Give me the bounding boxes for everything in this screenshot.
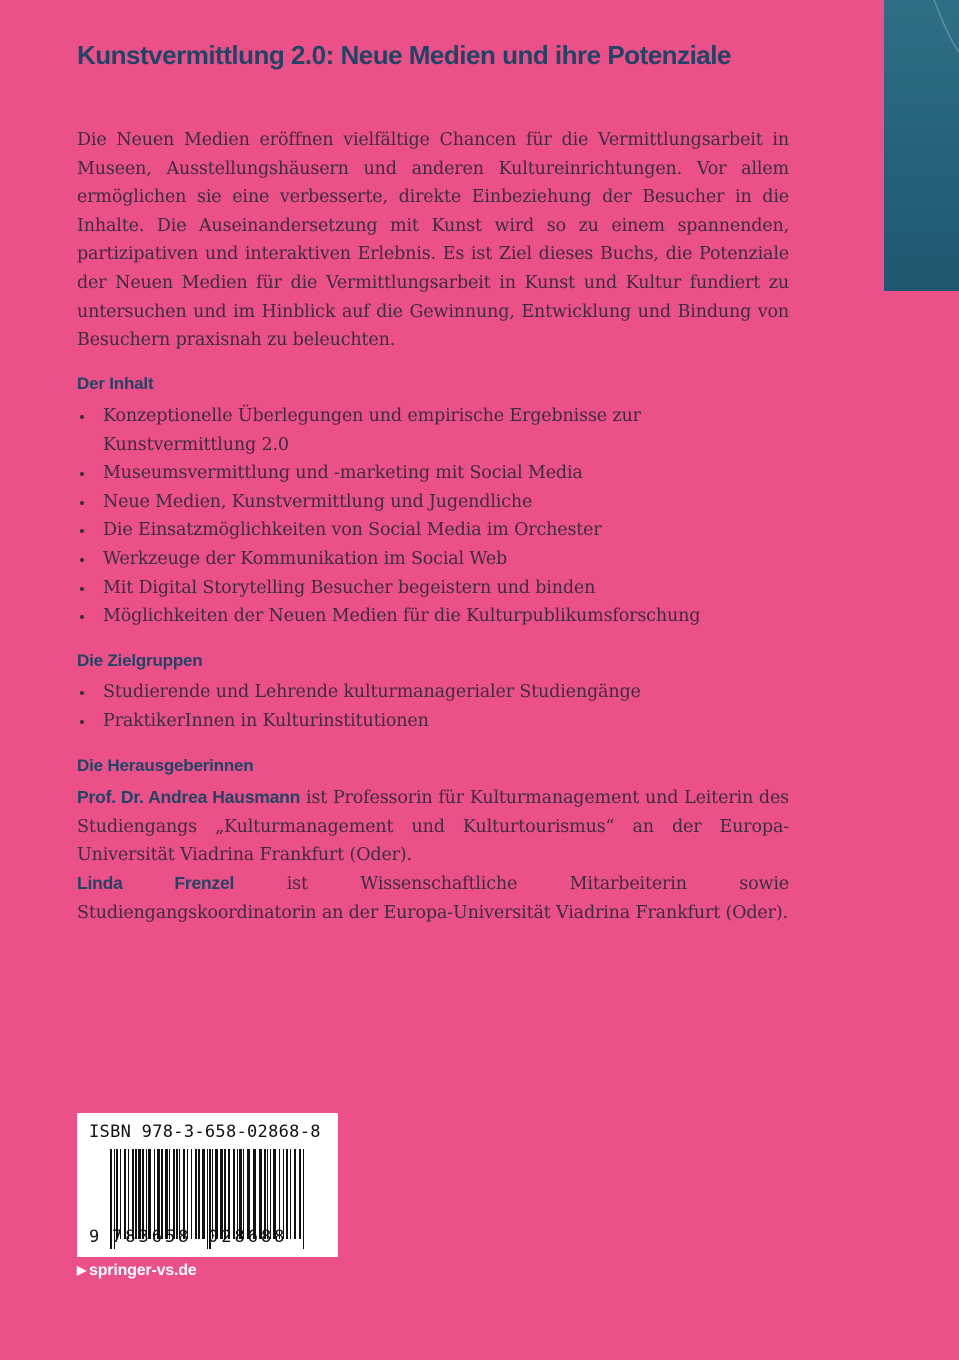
barcode-bar — [154, 1149, 155, 1239]
editor-bio-hausmann — [77, 783, 789, 870]
barcode-bar — [138, 1149, 141, 1239]
barcode-bar — [270, 1149, 271, 1239]
barcode-bar — [283, 1149, 284, 1239]
page-title: Kunstvermittlung 2.0: Neue Medien und ihre Potenziale — [77, 40, 731, 70]
barcode-bar — [142, 1149, 144, 1239]
barcode-bar — [135, 1149, 137, 1239]
barcode-bar — [183, 1149, 185, 1239]
barcode-bar — [239, 1149, 242, 1239]
contents-list — [77, 402, 789, 631]
barcode-bar — [290, 1149, 291, 1239]
barcode-bar — [294, 1149, 296, 1239]
barcode-bar — [116, 1149, 118, 1239]
editor-name: Linda Frenzel — [77, 873, 235, 893]
barcode-bar — [247, 1149, 250, 1239]
editor-bio-text: ist Professorin für Kulturmanagement und Leiterin des Studiengangs „Kulturmanagement und Kulturtourismus“ an der Europa-Universität Viadrina Frankfurt (Oder). — [77, 788, 790, 866]
list-item: PraktikerInnen in Kulturinstitutionen — [77, 707, 789, 736]
barcode-bar — [259, 1149, 262, 1239]
editor-bio-frenzel — [77, 869, 789, 927]
barcode-bar — [303, 1149, 304, 1249]
barcode-bar — [286, 1149, 288, 1239]
list-item: Die Einsatzmöglichkeiten von Social Media im Orchester — [77, 516, 789, 545]
triangle-arrow-icon: ▶ — [77, 1263, 87, 1277]
barcode-bar — [146, 1149, 147, 1239]
barcode-bar — [187, 1149, 188, 1239]
barcode-digits-right: 028688 — [208, 1227, 288, 1247]
intro-paragraph: Die Neuen Medien eröffnen vielfältige Chancen für die Vermittlungsarbeit in Museen, Ausstellungshäusern und anderen Kultureinrichtungen. Vor allem ermöglichen sie eine verbesserte, direkte Einbeziehung der Besucher in die Inhalte. Die Auseinandersetzung mit Kunst wird so zu einem spannenden, partizipativen und interaktiven Erlebnis. Es ist Ziel dieses Buchs, die Potenziale der Neuen Medien für die Vermittlungsarbeit in Kunst und Kultur fundiert zu untersuchen und im Hinblick auf die Gewinnung, Entwicklung und Bindung von Besuchern praxisnah zu beleuchten. — [77, 130, 789, 351]
barcode-bar — [264, 1149, 266, 1239]
barcode-bar — [198, 1149, 200, 1239]
barcode-bar — [243, 1149, 244, 1239]
barcode-bar — [237, 1149, 238, 1239]
barcode-bar — [169, 1149, 170, 1239]
barcode-digits-left: 783658 — [112, 1227, 192, 1247]
barcode-bar — [132, 1149, 134, 1239]
decorative-teal-strip — [884, 0, 959, 291]
barcode-bar — [212, 1149, 213, 1239]
barcode-bar — [176, 1149, 178, 1239]
barcode-bar — [161, 1149, 163, 1239]
barcode-bar — [120, 1149, 121, 1239]
list-item: Konzeptionelle Überlegungen und empirische Ergebnisse zur Kunstvermittlung 2.0 — [77, 402, 789, 459]
barcode-bar — [202, 1149, 205, 1239]
list-item: Neue Medien, Kunstvermittlung und Jugendliche — [77, 488, 789, 517]
barcode-bar — [273, 1149, 276, 1239]
editor-name: Prof. Dr. Andrea Hausmann — [77, 787, 301, 807]
barcode-bar — [233, 1149, 235, 1239]
audience-list — [77, 678, 789, 735]
barcode-bar — [253, 1149, 256, 1239]
barcode-bar — [195, 1149, 197, 1239]
list-item: Möglichkeiten der Neuen Medien für die Kulturpublikumsforschung — [77, 602, 789, 631]
barcode-bar — [157, 1149, 160, 1239]
barcode-bar — [215, 1149, 218, 1239]
editors-heading: Die Herausgeberinnen — [77, 756, 254, 775]
barcode-bar — [191, 1149, 192, 1239]
editor-bio-text: ist Wissenschaftliche Mitarbeiterin sowie Studiengangskoordinatorin an der Europa-Universität Viadrina Frankfurt (Oder). — [77, 874, 789, 923]
barcode-bar — [128, 1149, 129, 1239]
barcode-bar — [165, 1149, 168, 1239]
isbn-label: ISBN 978-3-658-02868-8 — [89, 1122, 321, 1142]
barcode-bar — [173, 1149, 175, 1239]
website-text: springer-vs.de — [89, 1262, 197, 1279]
barcode-bar — [148, 1149, 151, 1239]
audience-heading: Die Zielgruppen — [77, 651, 203, 670]
publisher-website[interactable] — [77, 1262, 197, 1280]
barcode-digit-first: 9 — [89, 1227, 100, 1247]
barcode-bar — [224, 1149, 226, 1239]
barcode-bar — [228, 1149, 230, 1239]
list-item: Studierende und Lehrende kulturmanagerialer Studiengänge — [77, 678, 789, 707]
barcode-bar — [179, 1149, 180, 1239]
strip-curve-graphic — [884, 0, 959, 291]
list-item: Werkzeuge der Kommunikation im Social Web — [77, 545, 789, 574]
list-item: Mit Digital Storytelling Besucher begeistern und binden — [77, 574, 789, 603]
barcode-bar — [124, 1149, 126, 1239]
list-item: Museumsvermittlung und -marketing mit Social Media — [77, 459, 789, 488]
contents-heading: Der Inhalt — [77, 374, 154, 393]
barcode-bar — [279, 1149, 280, 1239]
barcode-bar — [220, 1149, 223, 1239]
barcode-bar — [299, 1149, 301, 1239]
barcode-bar — [267, 1149, 268, 1239]
